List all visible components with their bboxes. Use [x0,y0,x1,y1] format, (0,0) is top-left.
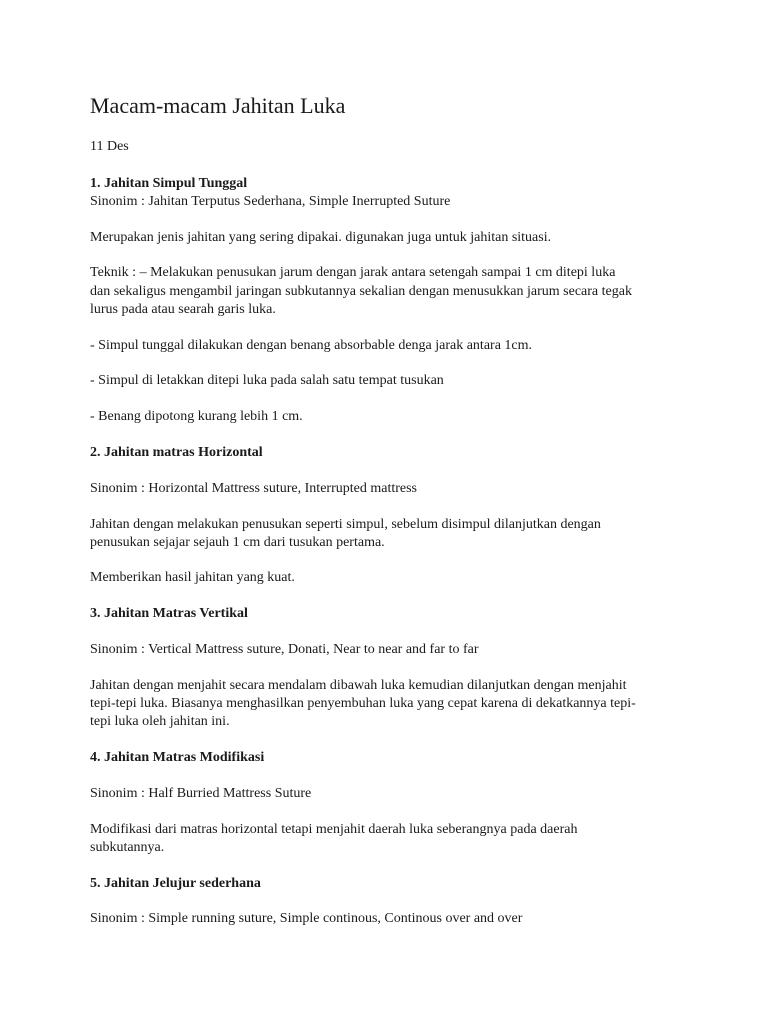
paragraph-2-1-line1: Jahitan dengan melakukan penusukan seperti simpul, sebelum disimpul dilanjutkan dengan [90,517,601,532]
section-heading-2: 2. Jahitan matras Horizontal [90,445,263,460]
paragraph-3-1-line1: Jahitan dengan menjahit secara mendalam dibawah luka kemudian dilanjutkan dengan menjahit [90,678,627,693]
synonym-5: Sinonim : Simple running suture, Simple continous, Continous over and over [90,911,523,926]
section-heading-5: 5. Jahitan Jelujur sederhana [90,876,261,891]
synonym-3: Sinonim : Vertical Mattress suture, Donati, Near to near and far to far [90,642,479,657]
synonym-2: Sinonim : Horizontal Mattress suture, Interrupted mattress [90,481,417,496]
synonym-1: Sinonim : Jahitan Terputus Sederhana, Simple Inerrupted Suture [90,194,451,209]
paragraph-1-2-line1: Teknik : – Melakukan penusukan jarum dengan jarak antara setengah sampai 1 cm ditepi luka [90,265,616,280]
post-date: 11 Des [90,139,129,154]
section-heading-3: 3. Jahitan Matras Vertikal [90,606,248,621]
paragraph-2-2: Memberikan hasil jahitan yang kuat. [90,570,295,585]
paragraph-3-1-line3: tepi luka oleh jahitan ini. [90,714,230,729]
paragraph-4-1-line2: subkutannya. [90,840,165,855]
page-title: Macam-macam Jahitan Luka [90,93,346,118]
synonym-4: Sinonim : Half Burried Mattress Suture [90,786,312,801]
paragraph-1-2-line2: dan sekaligus mengambil jaringan subkutannya sekalian dengan menusukkan jarum secara tegak [90,284,632,299]
section-heading-4: 4. Jahitan Matras Modifikasi [90,750,265,765]
paragraph-2-1-line2: penusukan sejajar sejauh 1 cm dari tusukan pertama. [90,535,385,550]
paragraph-1-2-line3: lurus pada atau searah garis luka. [90,302,276,317]
bullet-1-2: - Simpul di letakkan ditepi luka pada salah satu tempat tusukan [90,373,444,388]
paragraph-3-1-line2: tepi-tepi luka. Biasanya menghasilkan penyembuhan luka yang cepat karena di dekatkannya tepi- [90,696,636,711]
paragraph-1-1: Merupakan jenis jahitan yang sering dipakai. digunakan juga untuk jahitan situasi. [90,230,552,245]
section-heading-1: 1. Jahitan Simpul Tunggal [90,176,248,191]
bullet-1-3: - Benang dipotong kurang lebih 1 cm. [90,409,303,424]
paragraph-4-1-line1: Modifikasi dari matras horizontal tetapi menjahit daerah luka seberangnya pada daerah [90,822,578,837]
bullet-1-1: - Simpul tunggal dilakukan dengan benang absorbable denga jarak antara 1cm. [90,338,533,353]
